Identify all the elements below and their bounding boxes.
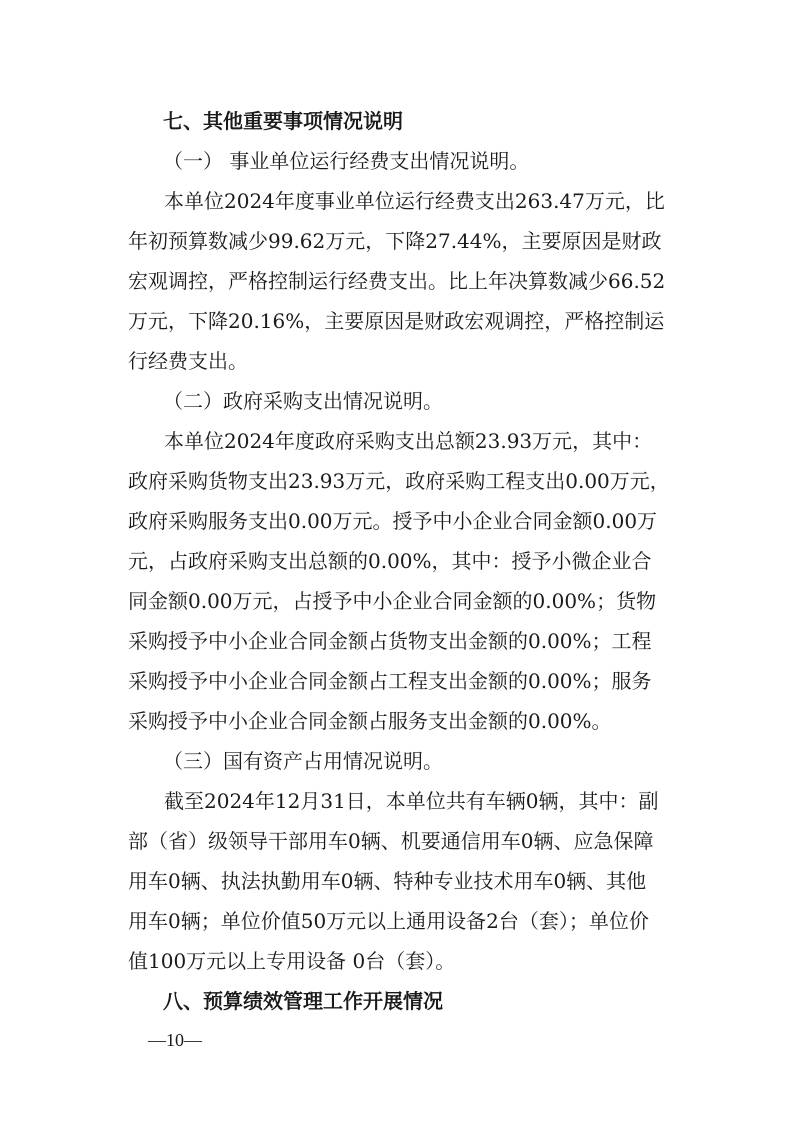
paragraph-line: 元，占政府采购支出总额的0.00%，其中：授予小微企业合: [128, 549, 652, 573]
section-heading-8: 八、预算绩效管理工作开展情况: [163, 989, 443, 1013]
paragraph-line: 值100万元以上专用设备 0台（套）。: [128, 949, 456, 973]
paragraph-line: 本单位2024年度事业单位运行经费支出263.47万元，比: [164, 189, 665, 213]
paragraph-line: 用车0辆、执法执勤用车0辆、特种专业技术用车0辆、其他: [128, 869, 647, 893]
paragraph-line: 部（省）级领导干部用车0辆、机要通信用车0辆、应急保障: [128, 829, 654, 853]
subsection-heading-2: （二）政府采购支出情况说明。: [163, 389, 443, 413]
paragraph-line: 采购授予中小企业合同金额占货物支出金额的0.00%；工程: [128, 629, 652, 653]
paragraph-line: 同金额0.00万元，占授予中小企业合同金额的0.00%；货物: [128, 589, 657, 613]
paragraph-line: 政府采购货物支出23.93万元，政府采购工程支出0.00万元，: [128, 469, 670, 493]
subsection-heading-3: （三）国有资产占用情况说明。: [163, 749, 443, 773]
paragraph-line: 用车0辆；单位价值50万元以上通用设备2台（套）；单位价: [128, 909, 649, 933]
paragraph-line: 宏观调控，严格控制运行经费支出。比上年决算数减少66.52: [128, 269, 666, 293]
paragraph-line: 万元，下降20.16%，主要原因是财政宏观调控，严格控制运: [128, 309, 665, 333]
subsection-heading-1: （一） 事业单位运行经费支出情况说明。: [163, 149, 530, 173]
paragraph-line: 采购授予中小企业合同金额占服务支出金额的0.00%。: [128, 709, 612, 733]
section-heading-7: 七、其他重要事项情况说明: [163, 109, 403, 133]
paragraph-line: 行经费支出。: [128, 349, 248, 373]
paragraph-line: 年初预算数减少99.62万元，下降27.44%，主要原因是财政: [128, 229, 662, 253]
paragraph-line: 政府采购服务支出0.00万元。授予中小企业合同金额0.00万: [128, 509, 658, 533]
page-number: —10—: [148, 1030, 202, 1050]
paragraph-line: 本单位2024年度政府采购支出总额23.93万元，其中：: [164, 429, 653, 453]
paragraph-line: 截至2024年12月31日，本单位共有车辆0辆，其中：副: [164, 789, 659, 813]
paragraph-line: 采购授予中小企业合同金额占工程支出金额的0.00%；服务: [128, 669, 652, 693]
